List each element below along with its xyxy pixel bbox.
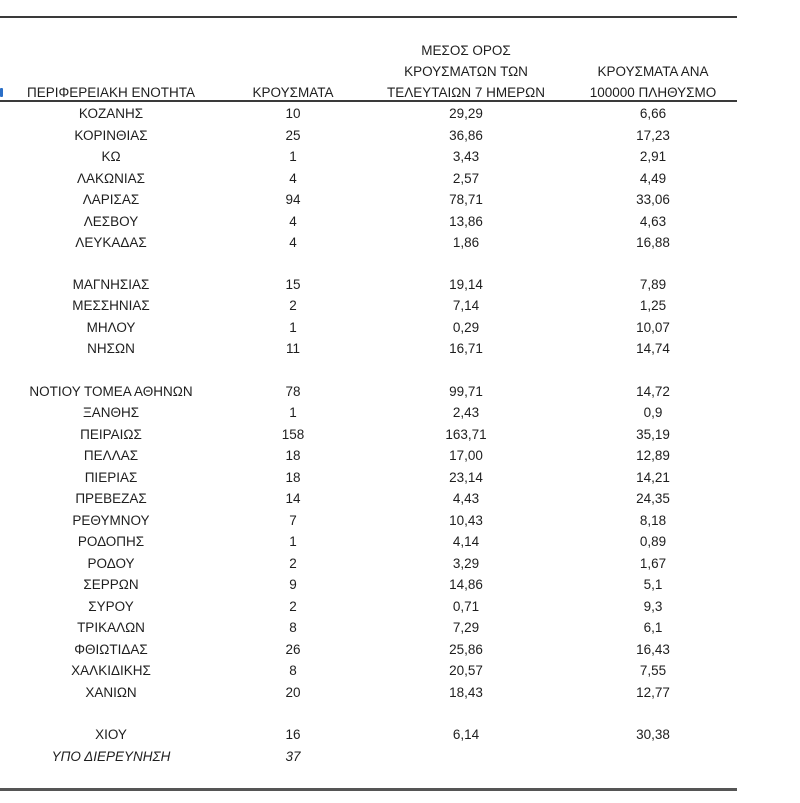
region-name: ΦΘΙΩΤΙΔΑΣ — [74, 641, 148, 657]
cases-value: 78 — [285, 383, 301, 399]
top-rule — [0, 16, 737, 18]
region-name: ΠΡΕΒΕΖΑΣ — [75, 491, 147, 506]
region-name: ΜΗΛΟΥ — [86, 319, 136, 335]
region-name: ΠΕΛΛΑΣ — [83, 448, 139, 463]
header-avg-line: ΚΡΟΥΣΜΑΤΩΝ ΤΩΝ — [404, 64, 528, 79]
cases-value: 26 — [285, 641, 301, 657]
header-cases: ΚΡΟΥΣΜΑΤΑ — [252, 85, 334, 100]
rate-value: 7,89 — [639, 276, 667, 292]
cases-value: 10 — [285, 106, 301, 121]
rate-value: 9,3 — [643, 598, 663, 614]
cases-value: 14 — [285, 491, 301, 506]
region-name: ΧΑΝΙΩΝ — [85, 684, 137, 700]
rate-value: 24,35 — [636, 491, 670, 506]
table-row — [0, 574, 760, 595]
region-name: ΡΕΘΥΜΝΟΥ — [72, 512, 150, 528]
header-rate-line: ΚΡΟΥΣΜΑΤΑ ΑΝΑ — [597, 64, 709, 79]
cases-value: 15 — [285, 276, 301, 292]
region-name: ΡΟΔΟΠΗΣ — [77, 534, 145, 549]
cases-value: 37 — [285, 748, 301, 764]
table-row — [0, 232, 760, 253]
table-row — [0, 317, 760, 338]
table-row — [0, 168, 760, 189]
header-avg-line: ΤΕΛΕΥΤΑΙΩΝ 7 ΗΜΕΡΩΝ — [387, 85, 545, 100]
cases-value: 1 — [289, 405, 297, 420]
avg-value: 4,43 — [452, 491, 480, 506]
table-row — [0, 146, 760, 167]
header-rule — [0, 100, 737, 102]
table-row — [0, 125, 760, 146]
table-row — [0, 445, 760, 466]
cases-value: 25 — [285, 127, 301, 143]
table-row — [0, 682, 760, 703]
cases-value: 4 — [289, 213, 297, 229]
table-row — [0, 211, 760, 232]
rate-value: 1,67 — [639, 555, 667, 571]
table-row — [0, 510, 760, 531]
rate-value: 2,91 — [639, 149, 667, 164]
cases-value: 9 — [289, 577, 297, 592]
cases-value: 1 — [289, 319, 297, 335]
rate-value: 5,1 — [643, 577, 663, 592]
region-name: ΤΡΙΚΑΛΩΝ — [77, 620, 145, 635]
table-row — [0, 660, 760, 681]
table-row — [0, 189, 760, 210]
avg-value: 17,00 — [449, 448, 483, 463]
cases-value: 94 — [285, 192, 301, 207]
cases-value: 1 — [289, 534, 297, 549]
table-row — [0, 617, 760, 638]
region-name: ΧΑΛΚΙΔΙΚΗΣ — [71, 663, 151, 678]
region-name: ΛΕΣΒΟΥ — [83, 213, 139, 229]
avg-value: 99,71 — [449, 383, 483, 399]
cases-value: 8 — [289, 663, 297, 678]
avg-value: 2,57 — [452, 170, 480, 186]
region-name: ΣΕΡΡΩΝ — [83, 577, 139, 592]
region-name: ΝΟΤΙΟΥ ΤΟΜΕΑ ΑΘΗΝΩΝ — [29, 383, 193, 399]
region-name: ΞΑΝΘΗΣ — [82, 405, 140, 420]
region-name: ΜΕΣΣΗΝΙΑΣ — [72, 298, 150, 313]
region-name: ΝΗΣΩΝ — [87, 341, 135, 356]
rate-value: 0,89 — [639, 534, 667, 549]
rate-value: 14,74 — [636, 341, 670, 356]
cases-value: 16 — [285, 727, 301, 742]
avg-value: 6,14 — [452, 727, 480, 742]
header-avg-line: ΜΕΣΟΣ ΟΡΟΣ — [421, 43, 511, 58]
avg-value: 18,43 — [449, 684, 483, 700]
avg-value: 0,29 — [452, 319, 480, 335]
cases-value: 11 — [285, 341, 300, 356]
header-7day-average — [376, 40, 556, 103]
rate-value: 12,89 — [636, 448, 670, 463]
region-name: ΚΟΡΙΝΘΙΑΣ — [74, 127, 148, 143]
bottom-rule — [0, 788, 737, 791]
table-row — [0, 424, 760, 445]
rate-value: 33,06 — [636, 192, 670, 207]
table-row — [0, 488, 760, 509]
avg-value: 25,86 — [449, 641, 483, 657]
avg-value: 29,29 — [449, 106, 483, 121]
rate-value: 8,18 — [639, 512, 667, 528]
avg-value: 10,43 — [449, 512, 483, 528]
region-name: ΜΑΓΝΗΣΙΑΣ — [72, 276, 150, 292]
region-name: ΚΟΖΑΝΗΣ — [78, 106, 144, 121]
rate-value: 4,49 — [639, 170, 667, 186]
table-row — [0, 338, 760, 359]
cases-value: 158 — [281, 426, 305, 442]
rate-value: 30,38 — [636, 727, 670, 742]
cases-value: 18 — [285, 448, 301, 463]
region-name: ΛΕΥΚΑΔΑΣ — [75, 235, 147, 250]
table-row-under-investigation — [0, 746, 760, 767]
region-name: ΠΙΕΡΙΑΣ — [84, 469, 138, 485]
region-name: ΧΙΟΥ — [95, 727, 127, 742]
cases-value: 18 — [285, 469, 301, 485]
header-per-100k — [566, 61, 740, 103]
rate-value: 0,9 — [643, 405, 663, 420]
cases-value: 4 — [289, 235, 297, 250]
avg-value: 1,86 — [452, 235, 480, 250]
table-row — [0, 553, 760, 574]
table-row — [0, 467, 760, 488]
region-name: ΛΑΡΙΣΑΣ — [82, 192, 140, 207]
table-row — [0, 381, 760, 402]
avg-value: 163,71 — [445, 426, 487, 442]
cases-value: 2 — [289, 555, 297, 571]
region-name: ΠΕΙΡΑΙΩΣ — [80, 426, 142, 442]
table-row — [0, 639, 760, 660]
rate-value: 10,07 — [636, 319, 670, 335]
avg-value: 3,29 — [452, 555, 480, 571]
rate-value: 6,66 — [639, 106, 667, 121]
avg-value: 23,14 — [449, 469, 483, 485]
avg-value: 0,71 — [452, 598, 480, 614]
avg-value: 4,14 — [452, 534, 480, 549]
rate-value: 16,43 — [636, 641, 670, 657]
cases-value: 2 — [289, 598, 297, 614]
region-name: ΛΑΚΩΝΙΑΣ — [77, 170, 145, 186]
avg-value: 19,14 — [449, 276, 483, 292]
rate-value: 17,23 — [636, 127, 670, 143]
table-row — [0, 596, 760, 617]
avg-value: 13,86 — [449, 213, 483, 229]
table-row — [0, 531, 760, 552]
avg-value: 2,43 — [452, 405, 480, 420]
header-region: ΠΕΡΙΦΕΡΕΙΑΚΗ ΕΝΟΤΗΤΑ — [26, 85, 196, 100]
cases-value: 20 — [285, 684, 301, 700]
cases-value: 1 — [289, 149, 297, 164]
cases-value: 4 — [289, 170, 297, 186]
avg-value: 3,43 — [452, 149, 480, 164]
rate-value: 7,55 — [639, 663, 667, 678]
cases-value: 8 — [289, 620, 297, 635]
header-rate-line: 100000 ΠΛΗΘΥΣΜΟ — [589, 85, 717, 100]
avg-value: 14,86 — [449, 577, 483, 592]
rate-value: 6,1 — [643, 620, 663, 635]
avg-value: 16,71 — [449, 341, 483, 356]
avg-value: 36,86 — [449, 127, 483, 143]
avg-value: 7,14 — [452, 298, 480, 313]
region-name: ΡΟΔΟΥ — [87, 555, 135, 571]
table-row — [0, 103, 760, 124]
rate-value: 4,63 — [639, 213, 667, 229]
rate-value: 16,88 — [636, 235, 670, 250]
cases-value: 2 — [289, 298, 297, 313]
rate-value: 1,25 — [639, 298, 667, 313]
rate-value: 14,21 — [636, 469, 670, 485]
rate-value: 12,77 — [636, 684, 670, 700]
table-row — [0, 274, 760, 295]
table-row — [0, 402, 760, 423]
avg-value: 78,71 — [449, 192, 483, 207]
avg-value: 20,57 — [449, 663, 483, 678]
rate-value: 35,19 — [636, 426, 670, 442]
table-row — [0, 724, 760, 745]
avg-value: 7,29 — [452, 620, 480, 635]
region-name: ΣΥΡΟΥ — [88, 598, 134, 614]
region-name: ΚΩ — [101, 149, 121, 164]
rate-value: 14,72 — [636, 383, 670, 399]
table-row — [0, 295, 760, 316]
cases-value: 7 — [289, 512, 297, 528]
region-name: ΥΠΟ ΔΙΕΡΕΥΝΗΣΗ — [51, 748, 171, 764]
